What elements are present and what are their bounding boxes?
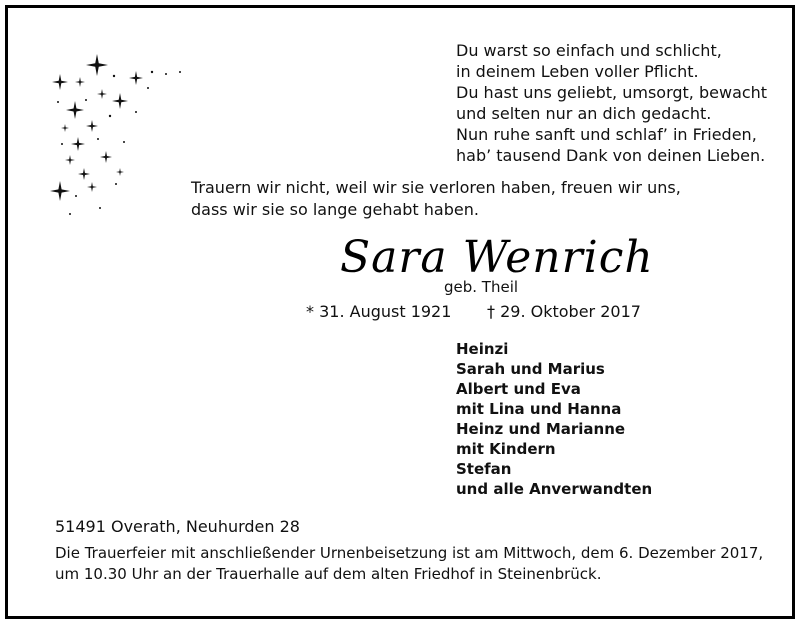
poem [456,40,767,166]
mourner: mit Kindern [456,440,556,458]
deceased-name: Sara Wenrich [340,232,654,283]
quote [191,177,681,221]
mourner: und alle Anverwandten [456,480,653,498]
mourners-list [456,339,652,499]
poem-line: Nun ruhe sanft und schlaf’ in Frieden, [456,125,757,144]
poem-line: Du hast uns geliebt, umsorgt, bewacht [456,83,768,102]
mourner: Heinz und Marianne [456,420,626,438]
mourner: mit Lina und Hanna [456,400,622,418]
address: 51491 Overath, Neuhurden 28 [55,517,300,536]
quote-line: Trauern wir nicht, weil wir sie verloren haben, freuen wir uns, [191,178,681,197]
service-line: Die Trauerfeier mit anschließender Urnenbeisetzung ist am Mittwoch, dem 6. Dezember 2017, [55,544,764,562]
poem-line: und selten nur an dich gedacht. [456,104,712,123]
death-date: † 29. Oktober 2017 [487,302,641,321]
mourner: Stefan [456,460,512,478]
birth-date: * 31. August 1921 [306,302,452,321]
service-info [55,543,763,585]
mourner: Albert und Eva [456,380,581,398]
poem-line: in deinem Leben voller Pflicht. [456,62,699,81]
quote-line: dass wir sie so lange gehabt haben. [191,200,479,219]
mourner: Heinzi [456,340,509,358]
mourner: Sarah und Marius [456,360,605,378]
poem-line: Du warst so einfach und schlicht, [456,41,722,60]
service-line: um 10.30 Uhr an der Trauerhalle auf dem alten Friedhof in Steinenbrück. [55,565,602,583]
poem-line: hab’ tausend Dank von deinen Lieben. [456,146,766,165]
born-name: geb. Theil [444,278,519,296]
sparkle-stars-icon [40,44,200,224]
